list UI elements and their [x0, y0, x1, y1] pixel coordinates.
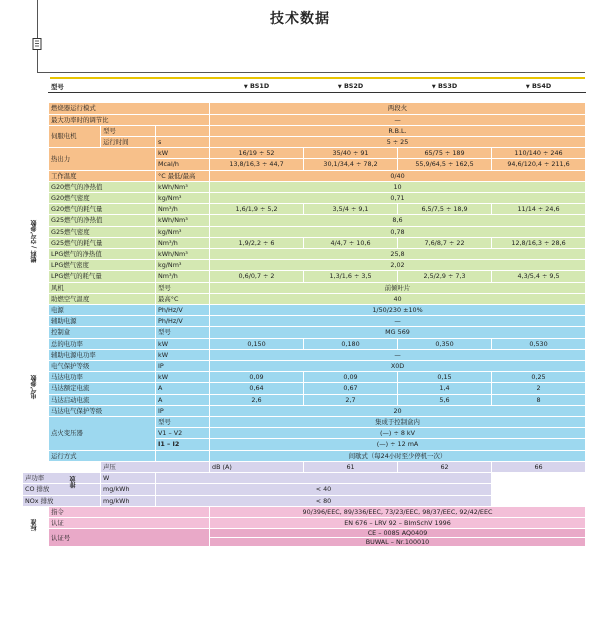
- table-row: 点火变压器 型号 集成于控制盒内: [23, 417, 586, 428]
- table-row: LPG燃气的净热值 kWh/Nm³ 25,8: [23, 249, 586, 260]
- page-title: 技术数据: [270, 11, 330, 27]
- header-model-bs3d: ▼ BS3D: [398, 81, 492, 93]
- frame-left-line: [37, 0, 38, 72]
- table-row: 风机 型号 前倾叶片: [23, 282, 586, 293]
- frame-top-line: [37, 72, 585, 73]
- section-label-fuel: 燃料 / 空气参数: [23, 181, 49, 304]
- table-row: 运行时间 s 5 ÷ 25: [23, 137, 586, 148]
- section-label-standards: 标准: [23, 506, 49, 546]
- table-row: 工作温度 °C 最低/最高 0/40: [23, 170, 586, 181]
- tech-data-table: [22, 80, 586, 547]
- spacer-row: [23, 93, 586, 103]
- table-row: 马达额定电流 A 0,64 0,67 1,4 2: [23, 383, 586, 394]
- table-row: 控制盒 型号 MG 569: [23, 327, 586, 338]
- table-row: 声功率 W: [23, 473, 586, 484]
- section-label-electrical: 电气参数: [23, 305, 49, 473]
- table-row: 排放 声压 dB (A) 61 62 66: [23, 461, 586, 472]
- table-row: 运行方式 间歇式（每24小时至少停机一次）: [23, 450, 586, 461]
- table-row: 电气参数 电源 Ph/Hz/V 1/50/230 ±10%: [23, 305, 586, 316]
- table-row: 燃烧器运行模式 两段火: [23, 103, 586, 114]
- table-row: 辅助电源电功率 kW —: [23, 349, 586, 360]
- header-model-bs1d: ▼ BS1D: [210, 81, 304, 93]
- table-row: 马达启动电流 A 2,6 2,7 5,6 8: [23, 394, 586, 405]
- tech-data-table-container: [22, 80, 585, 547]
- table-row: G25燃气的耗气量 Nm³/h 1,9/2,2 ÷ 6 4/4,7 ÷ 10,6 7,6/8,7 ÷ 22 12,8/16,3 ÷ 28,6: [23, 237, 586, 248]
- table-row: LPG燃气密度 kg/Nm³ 2,02: [23, 260, 586, 271]
- table-row: 辅助电源 Ph/Hz/V —: [23, 316, 586, 327]
- table-row: V1 – V2 (—) ÷ 8 kV: [23, 428, 586, 439]
- table-row: 热出力 kW 16/19 ÷ 52 35/40 ÷ 91 65/75 ÷ 189 110/140 ÷ 246: [23, 148, 586, 159]
- table-row: G25燃气的净热值 kWh/Nm³ 8,6: [23, 215, 586, 226]
- table-header-row: [23, 81, 586, 93]
- document-icon: [32, 38, 42, 50]
- table-row: 助燃空气温度 最高°C 40: [23, 293, 586, 304]
- table-row: G25燃气密度 kg/Nm³ 0,78: [23, 226, 586, 237]
- table-row: 标准 指令 90/396/EEC, 89/336/EEC, 73/23/EEC, 98/37/EEC, 92/42/EEC: [23, 506, 586, 517]
- table-row: 伺服电机 型号 R.B.L.: [23, 125, 586, 136]
- table-row: 认证号 CE – 0085 AQ0409: [23, 529, 586, 538]
- section-label-emission: 排放: [49, 461, 101, 506]
- header-model-label: 型号: [49, 81, 210, 93]
- table-row: LPG燃气的耗气量 Nm³/h 0,6/0,7 ÷ 2 1,3/1,6 ÷ 3,5 2,5/2,9 ÷ 7,3 4,3/5,4 ÷ 9,5: [23, 271, 586, 282]
- table-row: 马达电气保护等级 IP 20: [23, 405, 586, 416]
- table-row: G20燃气密度 kg/Nm³ 0,71: [23, 193, 586, 204]
- header-accent-line: [50, 77, 585, 79]
- table-row: BUWAL – Nr.100010: [23, 538, 586, 547]
- table-row: 总的电功率 kW 0,150 0,180 0,350 0,530: [23, 338, 586, 349]
- table-row: CO 排放 mg/kWh < 40: [23, 484, 586, 495]
- table-row: 认证 EN 676 – LRV 92 – BImSchV 1996: [23, 517, 586, 528]
- table-row: I1 – I2 (—) ÷ 12 mA: [23, 439, 586, 450]
- table-row: 电气保护等级 IP X0D: [23, 361, 586, 372]
- table-row: NOx 排放 mg/kWh < 80: [23, 495, 586, 506]
- table-row: G20燃气的耗气量 Nm³/h 1,6/1,9 ÷ 5,2 3,5/4 ÷ 9,1 6,5/7,5 ÷ 18,9 11/14 ÷ 24,6: [23, 204, 586, 215]
- table-row: 燃料 / 空气参数 G20燃气的净热值 kWh/Nm³ 10: [23, 181, 586, 192]
- table-row: 最大功率时的调节比 —: [23, 114, 586, 125]
- table-row: 马达电功率 kW 0,09 0,09 0,15 0,25: [23, 372, 586, 383]
- table-row: Mcal/h 13,8/16,3 ÷ 44,7 30,1/34,4 ÷ 78,2 55,9/64,5 ÷ 162,5 94,6/120,4 ÷ 211,6: [23, 159, 586, 170]
- header-model-bs2d: ▼ BS2D: [304, 81, 398, 93]
- header-model-bs4d: ▼ BS4D: [492, 81, 586, 93]
